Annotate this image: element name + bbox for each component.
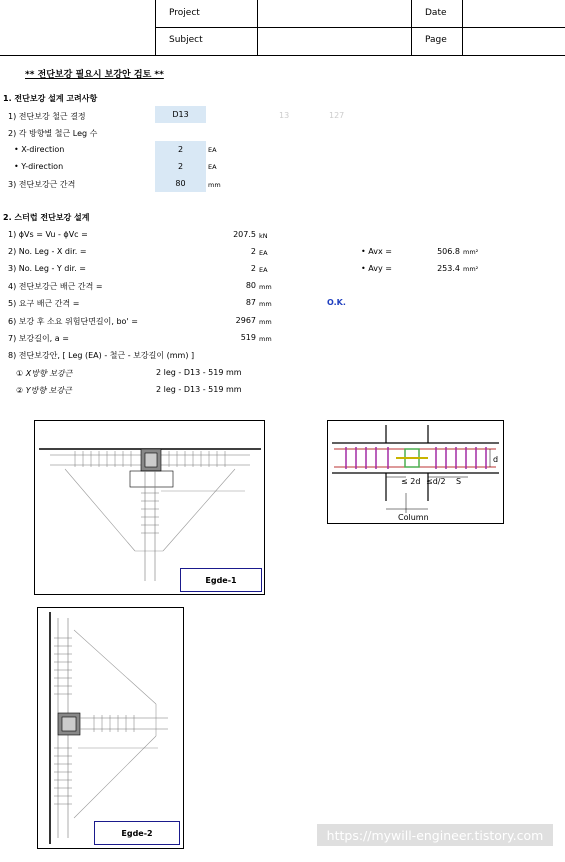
column-detail-figure — [327, 420, 504, 524]
row-label: 1) ϕVs = Vu - ϕVc = — [8, 230, 88, 239]
watermark: https://mywill-engineer.tistory.com — [317, 824, 553, 846]
dim-2d-label: ≤ 2d — [401, 477, 421, 486]
project-label: Project — [169, 8, 200, 18]
edge1-figure — [34, 420, 265, 595]
row-value: 2 — [250, 247, 256, 256]
avy-value: 253.4 — [437, 264, 460, 273]
ok-status: O.K. — [327, 298, 346, 307]
row-value: 519 — [240, 333, 256, 342]
row-label: 4) 전단보강근 배근 간격 = — [8, 282, 103, 291]
legs-label: 2) 각 방향별 철근 Leg 수 — [8, 129, 98, 138]
edge1-tag: Egde-1 — [180, 568, 262, 592]
row-label: 5) 요구 배근 간격 = — [8, 299, 80, 308]
subject-label: Subject — [169, 35, 203, 45]
faint-value-1: 13 — [279, 111, 290, 120]
dim-s-label: S — [456, 477, 462, 486]
row-label: 3) No. Leg - Y dir. = — [8, 264, 86, 273]
edge2-tag: Egde-2 — [94, 821, 180, 845]
x-direction-value[interactable]: 2 — [155, 141, 206, 158]
row-unit: EA — [259, 249, 268, 257]
row-value: 87 — [245, 298, 256, 307]
dim-d-label: d — [493, 455, 499, 464]
edge2-drawing — [38, 608, 183, 848]
section2-title: 2. 스터럽 전단보강 설계 — [3, 213, 90, 222]
plan-row-label: ① X방향 보강근 — [16, 369, 73, 378]
row-unit: EA — [259, 266, 268, 274]
spacing-value[interactable]: 80 — [155, 175, 206, 192]
rebar-label: 1) 전단보강 철근 결정 — [8, 112, 86, 121]
row-unit: mm — [259, 283, 272, 291]
edge2-figure — [37, 607, 184, 849]
row-value: 2 — [250, 264, 256, 273]
spacing-label: 3) 전단보강근 간격 — [8, 180, 76, 189]
row-label: 6) 보강 후 소요 위험단면길이, bo' = — [8, 317, 138, 326]
column-detail-drawing — [328, 421, 503, 523]
row-unit: kN — [259, 232, 268, 240]
column-label: Column — [398, 513, 429, 522]
row-unit: mm — [259, 300, 272, 308]
section1-title: 1. 전단보강 설계 고려사항 — [3, 94, 98, 103]
x-direction-label: • X-direction — [14, 145, 65, 154]
avy-label: • Avy = — [361, 264, 392, 273]
date-label: Date — [425, 8, 447, 18]
row-unit: mm — [259, 335, 272, 343]
avy-unit: mm² — [463, 265, 479, 273]
plan-label: 8) 전단보강안, [ Leg (EA) - 철근 - 보강길이 (mm) ] — [8, 351, 195, 360]
avx-label: • Avx = — [361, 247, 392, 256]
y-direction-value[interactable]: 2 — [155, 158, 206, 175]
y-direction-label: • Y-direction — [14, 162, 64, 171]
avx-unit: mm² — [463, 248, 479, 256]
page-label: Page — [425, 35, 447, 45]
plan-row-value: 2 leg - D13 - 519 mm — [156, 368, 242, 377]
header-table — [0, 0, 565, 56]
row-value: 2967 — [235, 316, 256, 325]
spacing-unit: mm — [208, 181, 221, 189]
row-label: 7) 보강길이, a = — [8, 334, 69, 343]
row-unit: mm — [259, 318, 272, 326]
plan-row-label: ② Y방향 보강근 — [16, 386, 72, 395]
rebar-value[interactable]: D13 — [155, 106, 206, 123]
dim-d2-label: ≤d/2 — [426, 477, 446, 486]
faint-value-2: 127 — [329, 111, 345, 120]
plan-row-value: 2 leg - D13 - 519 mm — [156, 385, 242, 394]
avx-value: 506.8 — [437, 247, 460, 256]
doc-title: ** 전단보강 필요시 보강안 검토 ** — [25, 70, 164, 80]
row-value: 80 — [245, 281, 256, 290]
x-direction-unit: EA — [208, 146, 217, 154]
row-label: 2) No. Leg - X dir. = — [8, 247, 87, 256]
row-value: 207.5 — [233, 230, 256, 239]
y-direction-unit: EA — [208, 163, 217, 171]
